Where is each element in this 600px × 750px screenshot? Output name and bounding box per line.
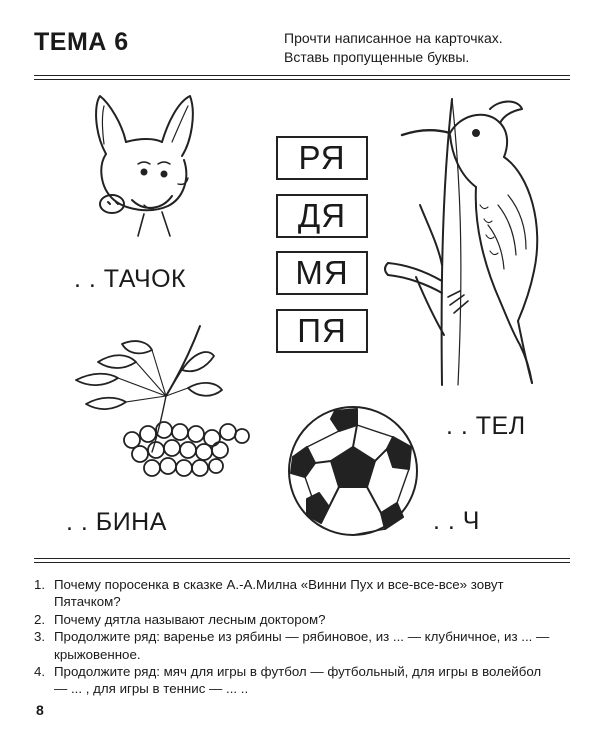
syllable-card-3: МЯ (276, 251, 368, 295)
question-number: 1. (34, 577, 46, 592)
question-item (34, 611, 554, 628)
woodpecker-illustration (380, 95, 570, 395)
questions-divider-top (34, 558, 570, 559)
question-text: Почему поросенка в сказке А.-А.Милна «Винни Пух и все-все-все» зовут Пятачком? (54, 577, 504, 610)
piglet-illustration (92, 92, 202, 242)
question-number: 2. (34, 611, 46, 627)
page-number: 8 (36, 702, 44, 718)
word-woodpecker: . . ТЕЛ (446, 412, 526, 440)
question-number: 3. (34, 629, 46, 645)
soccer-ball-illustration (285, 403, 421, 539)
instructions (284, 29, 574, 67)
word-rowan: . . БИНА (66, 508, 167, 536)
topic-title: ТЕМА 6 (34, 28, 129, 56)
question-text: Продолжите ряд: варенье из рябины — рябиновое, из ... — клубничное, из ... — крыжовенное. (54, 629, 550, 662)
question-number: 4. (34, 664, 46, 680)
instruction-line-2: Вставь пропущенные буквы. (284, 49, 470, 65)
question-text: Продолжите ряд: мяч для игры в футбол — футбольный, для игры в волейбол — ... , для игры в теннис — ... .. (54, 664, 542, 697)
word-ball: . . Ч (433, 507, 480, 535)
header-divider-top (34, 75, 570, 76)
question-item (34, 628, 554, 663)
rowan-illustration (62, 322, 258, 492)
instruction-line-1: Прочти написанное на карточках. (284, 30, 503, 46)
question-item (34, 576, 554, 611)
questions-list (34, 576, 554, 698)
word-piglet: . . ТАЧОК (74, 265, 187, 293)
questions-divider-bottom (34, 562, 570, 563)
question-text: Почему дятла называют лесным доктором? (54, 611, 326, 627)
syllable-card-2: ДЯ (276, 194, 368, 238)
question-item (34, 663, 554, 698)
syllable-card-4: ПЯ (276, 309, 368, 353)
header-divider-bottom (34, 79, 570, 80)
syllable-card-1: РЯ (276, 136, 368, 180)
